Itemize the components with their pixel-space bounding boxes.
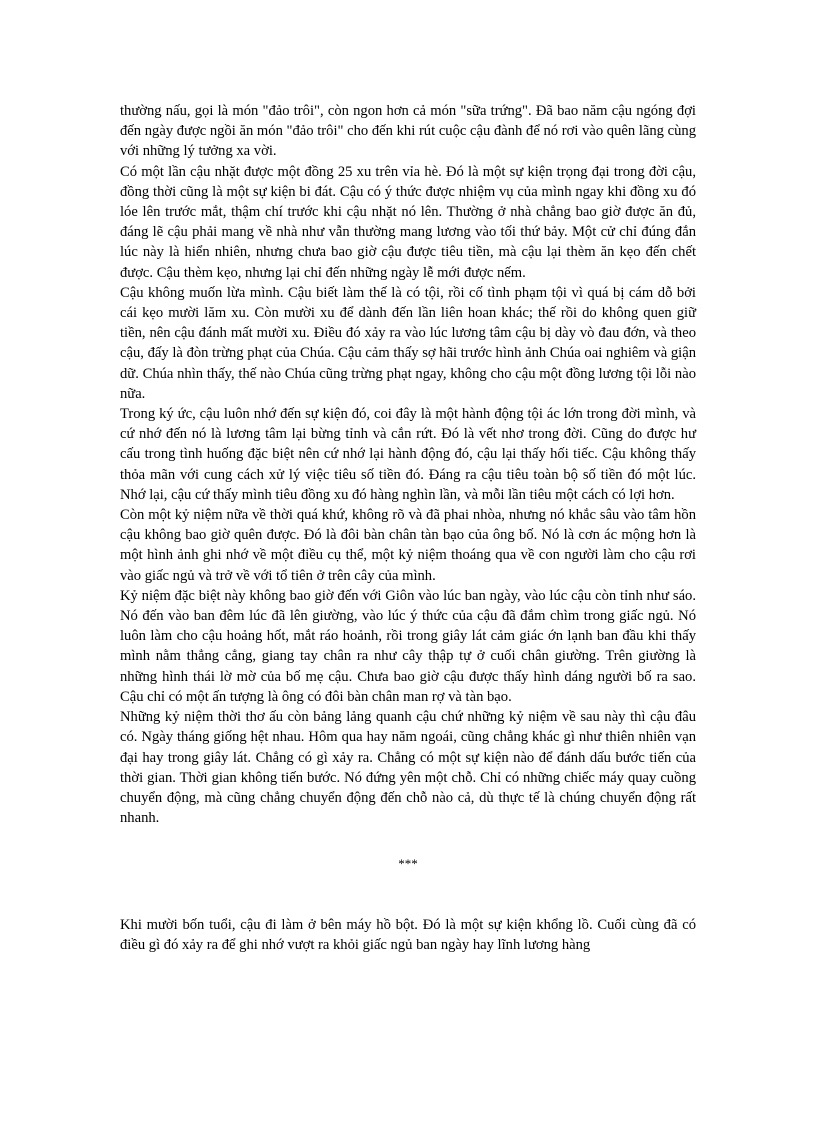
paragraph-2: Có một lần cậu nhặt được một đồng 25 xu trên vỉa hè. Đó là một sự kiện trọng đại trong đời cậu, đồng thời cũng là một sự kiện bi đát. Cậu có ý thức được nhiệm vụ của mình ngay khi đồng xu đó lóe lên trước mắt, thậm chí trước khi cậu nhặt nó lên. Thường ở nhà chẳng bao giờ được ăn đủ, đáng lẽ cậu phải mang về nhà như vẫn thường mang lương vào tối thứ bảy. Một cử chỉ đúng đắn lúc này là hiển nhiên, nhưng chưa bao giờ cậu được tiêu tiền, mà cậu lại thèm ăn kẹo đến chết được. Cậu thèm kẹo, nhưng lại chỉ đến những ngày lễ mới được nếm.: [120, 163, 696, 281]
paragraph-3: Cậu không muốn lừa mình. Cậu biết làm thế là có tội, rồi cố tình phạm tội vì quá bị cám dỗ bởi cái kẹo mười lăm xu. Còn mười xu để dành đến lần liên hoan khác; thế rồi do không quen giữ tiền, nên cậu đánh mất mười xu. Điều đó xảy ra vào lúc lương tâm cậu bị dày vò đau đớn, và theo cậu, đấy là đòn trừng phạt của Chúa. Cậu cảm thấy sợ hãi trước hình ảnh Chúa oai nghiêm và giận dữ. Chúa nhìn thấy, thế nào Chúa cũng trừng phạt ngay, không cho cậu một đồng lương tội lỗi nào nữa.: [120, 284, 696, 402]
paragraph-5: Còn một kỷ niệm nữa về thời quá khứ, không rõ và đã phai nhòa, nhưng nó khắc sâu vào tâm hồn cậu không bao giờ quên được. Đó là đôi bàn chân tàn bạo của ông bố. Nó là cơn ác mộng hơn là một hình ảnh ghi nhớ về một điều cụ thể, một kỷ niệm thoáng qua về con người làm cho cậu rơi vào giấc ngủ và trở về với tổ tiên ở trên cây của mình.: [120, 507, 696, 584]
section-separator: ***: [398, 856, 418, 872]
paragraph-6: Kỷ niệm đặc biệt này không bao giờ đến với Giôn vào lúc ban ngày, vào lúc cậu còn tỉnh như sáo. Nó đến vào ban đêm lúc đã lên giường, vào lúc ý thức của cậu đã đắm chìm trong giấc ngủ. Nó luôn làm cho cậu hoảng hốt, mắt ráo hoảnh, rồi trong giây lát cảm giác ớn lạnh ban đầu khi thấy mình nằm thẳng cẳng, giang tay chân ra như cây thập tự ở cuối chân giường. Trên giường là những hình thái lờ mờ của bố mẹ cậu. Chưa bao giờ cậu được thấy hình dáng người bố ra sao. Cậu chỉ có một ấn tượng là ông có đôi bàn chân man rợ và tàn bạo.: [120, 587, 696, 705]
paragraph-4: Trong ký ức, cậu luôn nhớ đến sự kiện đó, coi đây là một hành động tội ác lớn trong đời mình, và cứ nhớ đến nó là lương tâm lại bừng tỉnh và cắn rứt. Đó là vết nhơ trong đời. Cũng do được hư cấu trong tình huống đặc biệt nên cứ nhớ lại hành động đó, cậu lại thấy hối tiếc. Cậu không thấy thỏa mãn với cung cách xử lý việc tiêu số tiền đó. Đáng ra cậu tiêu toàn bộ số tiền đó một lúc. Nhớ lại, cậu cứ thấy mình tiêu đồng xu đó hàng nghìn lần, và mỗi lần tiêu một cách có lợi hơn.: [120, 406, 696, 503]
paragraph-7: Những kỷ niệm thời thơ ấu còn bảng lảng quanh cậu chứ những kỷ niệm về sau này thì cậu đâu có. Ngày tháng giống hệt nhau. Hôm qua hay năm ngoái, cũng chẳng khác gì như thiên nhiên vạn đại hay trong giây lát. Chẳng có gì xảy ra. Chẳng có một sự kiện nào để đánh dấu bước tiến của thời gian. Thời gian không tiến bước. Nó đứng yên một chỗ. Chỉ có những chiếc máy quay cuồng chuyển động, mà cũng chẳng chuyển động đến chỗ nào cả, dù thực tế là chúng chuyển động rất nhanh.: [120, 709, 696, 827]
paragraph-1: thường nấu, gọi là món "đảo trôi", còn ngon hơn cả món "sữa trứng". Đã bao năm cậu ngóng đợi đến ngày được ngồi ăn món "đảo trôi" cho đến khi rút cuộc cậu đành để nó rơi vào quên lãng cùng với những lý tưởng xa vời.: [120, 103, 696, 160]
paragraph-closing: Khi mười bốn tuổi, cậu đi làm ở bên máy hồ bột. Đó là một sự kiện khổng lồ. Cuối cùng đã có điều gì đó xảy ra để ghi nhớ vượt ra khỏi giấc ngủ ban ngày hay lĩnh lương hàng: [120, 916, 696, 953]
document-page: [120, 101, 696, 955]
